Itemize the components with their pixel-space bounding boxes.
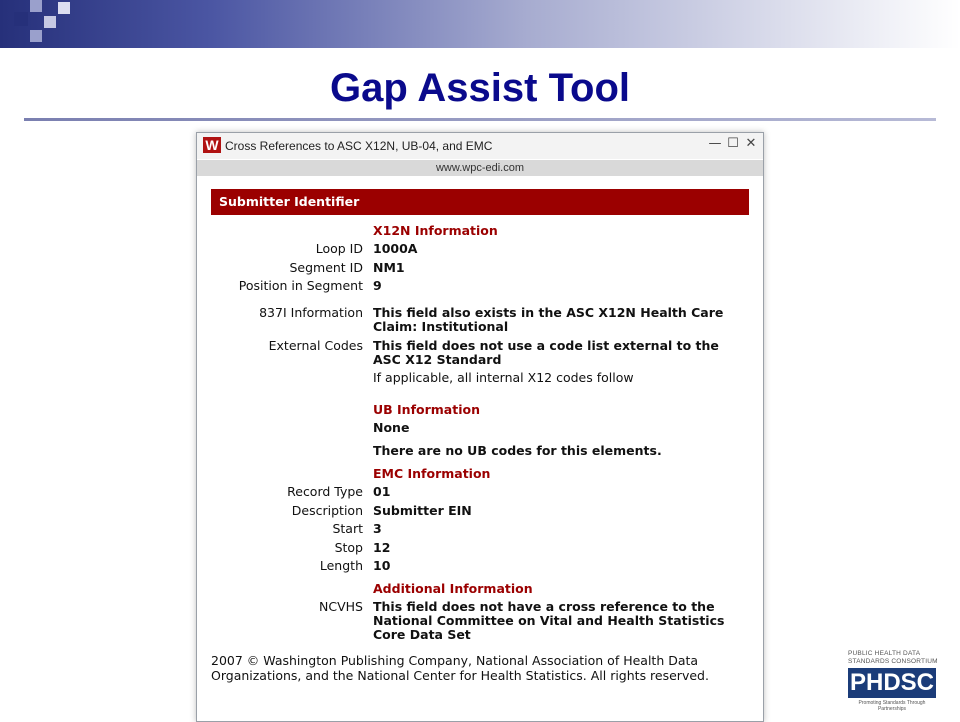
phdsc-caption-line2: STANDARDS CONSORTIUM (848, 658, 938, 665)
description-label: Description (291, 503, 363, 518)
minimize-icon[interactable]: — (708, 136, 722, 151)
start-label: Start (332, 521, 363, 536)
emc-heading: EMC Information (373, 466, 491, 481)
position-value: 9 (373, 278, 382, 293)
url-bar: www.wpc-edi.com (197, 160, 763, 176)
description-value: Submitter EIN (373, 503, 472, 518)
stop-label: Stop (334, 540, 363, 555)
length-label: Length (319, 558, 363, 573)
stop-value: 12 (373, 540, 391, 555)
decor-square (30, 0, 42, 12)
external-codes-label: External Codes (268, 338, 363, 353)
decor-square (14, 12, 28, 26)
ub-note: There are no UB codes for this elements. (373, 443, 662, 458)
copyright-notice: 2007 © Washington Publishing Company, National Association of Health Data Organizations, and the National Center for Health Statistics. All rights reserved. (211, 653, 709, 683)
ncvhs-label: NCVHS (319, 599, 363, 614)
phdsc-caption-line1: PUBLIC HEALTH DATA (848, 650, 921, 657)
loop-id-value: 1000A (373, 241, 418, 256)
window-title: Cross References to ASC X12N, UB-04, and EMC (225, 139, 493, 153)
length-value: 10 (373, 558, 391, 573)
decor-square (30, 30, 42, 42)
segment-id-value: NM1 (373, 260, 405, 275)
slide-title: Gap Assist Tool (329, 66, 631, 110)
slide-header-bar (0, 0, 960, 48)
phdsc-logo: PHDSC (849, 669, 934, 696)
info-837i-value: This field also exists in the ASC X12N Health Care Claim: Institutional (373, 305, 724, 334)
ub-heading: UB Information (373, 402, 480, 417)
start-value: 3 (373, 521, 382, 536)
decor-square (58, 2, 70, 14)
decor-square (44, 16, 56, 28)
window-titlebar (197, 133, 763, 159)
title-underline (24, 118, 936, 121)
record-type-label: Record Type (287, 484, 363, 499)
segment-id-label: Segment ID (289, 260, 363, 275)
external-codes-value: This field does not use a code list external to the ASC X12 Standard (373, 338, 719, 367)
additional-heading: Additional Information (373, 581, 533, 596)
position-label: Position in Segment (238, 278, 363, 293)
ncvhs-value: This field does not have a cross reference to the National Committee on Vital and Health Statistics Core Data Set (373, 599, 725, 642)
phdsc-logo-caption (848, 650, 938, 666)
cross-reference-window (196, 132, 764, 722)
loop-id-label: Loop ID (315, 241, 363, 256)
section-header: Submitter Identifier (211, 189, 749, 215)
close-icon[interactable]: ✕ (745, 136, 757, 151)
info-837i-label: 837I Information (259, 305, 363, 320)
ub-value: None (373, 420, 410, 435)
internal-codes-note: If applicable, all internal X12 codes follow (373, 370, 634, 385)
phdsc-tagline: Promoting Standards Through Partnerships (858, 700, 926, 712)
maximize-icon[interactable]: ☐ (727, 136, 739, 151)
wpc-logo-icon: W (203, 137, 221, 153)
record-type-value: 01 (373, 484, 391, 499)
x12n-heading: X12N Information (373, 223, 498, 238)
